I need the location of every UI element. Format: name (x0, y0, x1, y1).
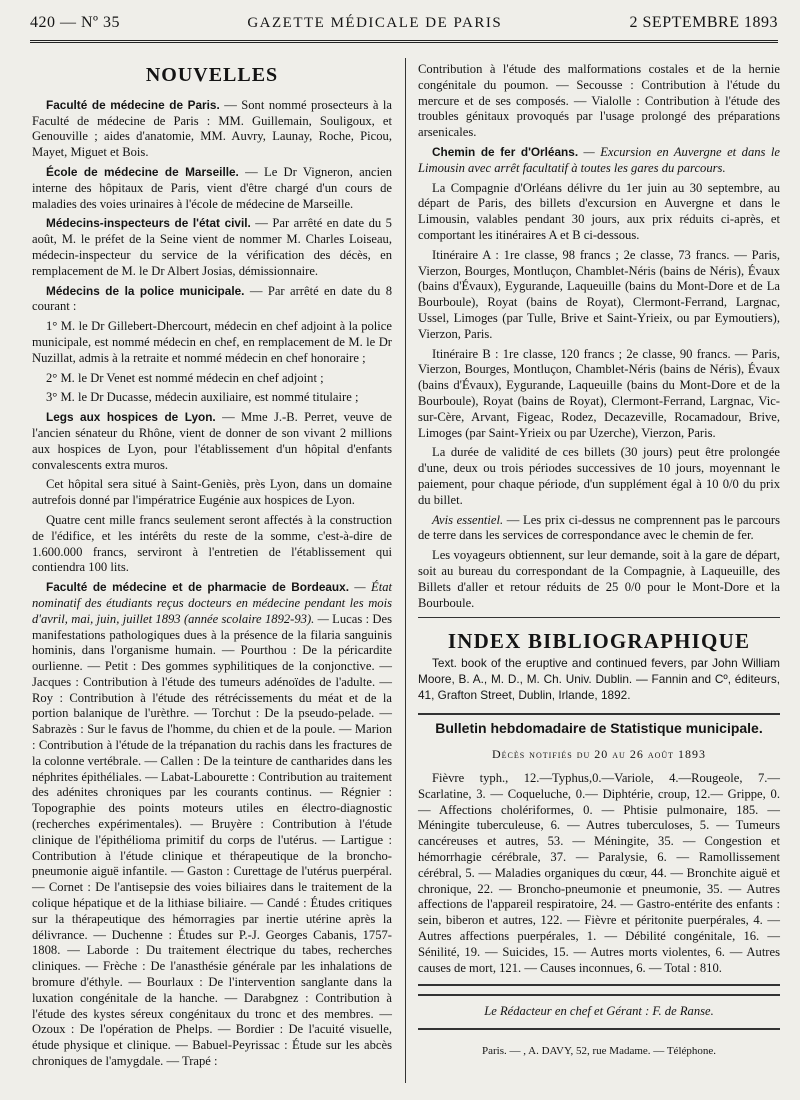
news-intro: — État nominatif des étudiants reçus docteurs en médecine pendant les mois d'avril, mai, juin, juillet 1893 (année scolaire 1892-93). — (32, 580, 392, 626)
news-item (32, 165, 392, 212)
news-heading: École de médecine de Marseille. (46, 164, 239, 179)
news-subitem: 1° M. le Dr Gillebert-Dhercourt, médecin en chef adjoint à la police municipale, est nommé médecin en chef, en remplacement de M. le Dr Nuzillat, admis à la retraite et nommé médecin en chef honoraire ; (32, 319, 392, 365)
itinerary-b: Itinéraire B : 1re classe, 120 francs ; 2e classe, 90 francs. — Paris, Vierzon, Bourges, Montluçon, Chamblet-Néris (bains de Néris), Évaux (bains d'Évaux), Eygurande, Laqueuille (bains du Mont-Dore et de la Bourboule), Royat (bains de Royat), Clermont-Ferrand, Largnac, Vic-sur-Cère, Arvant, Figeac, Rodez, Decazeville, Rocamadour, Brive, Limoges (par Saint-Yrieix ou par Uzerche), Vierzon, Paris. (418, 346, 780, 440)
printer-imprint: Paris. — , A. DAVY, 52, rue Madame. — Téléphone. (481, 1045, 717, 1058)
news-text: — Par arrêté en date du 8 courant : (32, 283, 392, 314)
thesis-continuation: Contribution à l'étude des malformations costales et de la hernie congénitale du poumon. — Secousse : Contribution à l'étude du mercure et de ses composés. — Vialolle : Contribution à l'étude des troubles génitaux provoqués par l'usage prolongé des préparations arsenicales. (418, 62, 780, 140)
right-column (418, 62, 780, 1060)
news-paragraph: Les voyageurs obtiennent, sur leur demande, soit à la gare de départ, soit au bureau du correspondant de la Compagnie, à Laqueuille, des Billets d'aller et retour réduits de 25 0/0 pour le Mont-Dore et la Bourboule. (418, 548, 780, 610)
news-text: — Les prix ci-dessus ne comprennent pas le parcours de terre dans les services de correspondance avec le chemin de fer. (418, 512, 780, 543)
news-heading: Legs aux hospices de Lyon. (46, 410, 216, 425)
news-heading: Médecins-inspecteurs de l'état civil. (46, 216, 251, 231)
news-paragraph: Cet hôpital sera situé à Saint-Geniès, près Lyon, dans un domaine autrefois donné par l'impératrice Eugénie aux hospices de Lyon. (32, 477, 392, 508)
news-paragraph: Quatre cent mille francs seulement seront affectés à la construction de l'édifice, et les intérêts du reste de la somme, c'est-à-dire de 1.600.000 francs, serviront à l'entretien de l'établissement qui contiendra 100 lits. (32, 512, 392, 575)
news-item (32, 98, 392, 161)
bulletin-subtitle: Décès notifiés du 20 au 26 août 1893 (491, 747, 707, 762)
news-item (32, 410, 392, 473)
journal-title: GAZETTE MÉDICALE DE PARIS (247, 15, 503, 31)
news-item (418, 513, 780, 545)
bulletin-statistics: Fièvre typh., 12.—Typhus,0.—Variole, 4.—Rougeole, 7.— Scarlatine, 3. — Coqueluche, 0.— Diphtérie, croup, 12.— Grippe, 0. — Affections cholériformes, 0. — Phtisie pulmonaire, 185. — Méningite tuberculeuse, 6. — Autres tuberculoses, 5. — Tumeurs cancéreuses et autres, 53. — Méningite, 35. — Congestion et hémorrhagie cérébrale, 37. — Paralysie, 6. — Ramollissement cérébral, 5. — Maladies organiques du cœur, 44. — Bronchite aiguë et chronique, 22. — Broncho-pneumonie et pneumonie, 35. — Autres affections de l'appareil respiratoire, 24. — Gastro-entérite des enfants : sein, biberon et autres, 122. — Fièvre et péritonite puerpérales, 4. — Autres affections puerpérales, 1. — Débilité congénitale, 16. — Sénilité, 19. — Suicides, 15. — Autres morts violentes, 6. — Autres causes de mort, 121. — Causes inconnues, 6. — Total : 810. (418, 771, 780, 975)
section-rule (418, 617, 780, 618)
bulletin-title: Bulletin hebdomadaire de Statistique municipale. (435, 720, 763, 737)
section-title-index: INDEX BIBLIOGRAPHIQUE (447, 629, 751, 654)
issue-date: 2 SEPTEMBRE 1893 (629, 14, 778, 31)
news-text: — Par arrêté en date du 5 août, M. le préfet de la Seine vient de nommer M. Charles Loiseau, médecin-inspecteur du service de la vérification des décès, en remplacement de M. le Dr Albert Josias, démissionnaire. (32, 216, 392, 278)
running-header (30, 14, 778, 36)
header-rule (30, 40, 778, 43)
news-subitem: 2° M. le Dr Venet est nommé médecin en chef adjoint ; (46, 370, 324, 385)
page-number: 420 — Nº 35 (30, 14, 121, 31)
news-item (32, 580, 392, 1070)
news-text: — Excursion en Auvergne et dans le Limousin avec arrêt facultatif à toutes les gares du parcours. (418, 144, 780, 175)
section-title-nouvelles: NOUVELLES (145, 64, 279, 86)
news-text: — Mme J.-B. Perret, veuve de l'ancien sénateur du Rhône, vient de donner de son vivant 2 millions aux hospices de Lyon, pour l'établissement d'un hôpital d'enfants convalescents extra muros. (32, 410, 392, 472)
news-item (32, 284, 392, 316)
news-heading: Chemin de fer d'Orléans. (432, 144, 579, 159)
news-item (32, 216, 392, 279)
news-paragraph: La Compagnie d'Orléans délivre du 1er juin au 30 septembre, au départ de Paris, des billets d'excursion en Auvergne et dans le Limousin, valables pendant 30 jours, aux prix réduits ci-après, et comportant les itinéraires A et B ci-dessous. (418, 180, 780, 242)
column-divider (405, 58, 406, 1083)
itinerary-a: Itinéraire A : 1re classe, 98 francs ; 2e classe, 73 francs. — Paris, Vierzon, Bourges, Montluçon, Chamblet-Néris (bains de Néris), Évaux (bains d'Évaux), Eygurande, Laqueuille (bains du Mont-Dore et de La Bourboule), Royat (bains de Royat), Clermont-Ferrand, Largnac, Ussel, Limoges (par Tulle, Brive et Saint-Yrieix, ou par Eymoutiers), Vierzon, Paris. (418, 247, 780, 341)
news-heading: Avis essentiel. (432, 512, 504, 527)
news-paragraph: La durée de validité de ces billets (30 jours) peut être prolongée d'une, deux ou trois périodes successives de 10 jours, moyennant le paiement, pour chaque période, d'un supplément égal à 10 0/0 du prix du billet. (418, 445, 780, 507)
news-heading: Médecins de la police municipale. (46, 283, 245, 298)
statistics-bulletin (418, 713, 780, 986)
news-text: — Sont nommé prosecteurs à la Faculté de médecine de Paris : MM. Guillemain, Souligoux, et Genouville ; aides d'anatomie, MM. Auvry, Launay, Roche, Picou, Mayet, Miguet et Bois. (32, 97, 392, 160)
news-text: — Le Dr Vigneron, ancien interne des hôpitaux de Paris, vient d'être chargé d'un cours de maladies des voies urinaires à l'école de médecine de Marseille. (32, 164, 393, 211)
news-heading: Faculté de médecine de Paris. (46, 97, 220, 112)
news-item (418, 145, 780, 177)
editor-signature: Le Rédacteur en chef et Gérant : F. de Ranse. (418, 994, 780, 1030)
left-column (32, 62, 392, 1074)
news-heading: Faculté de médecine et de pharmacie de Bordeaux. (46, 580, 349, 595)
bibliography-entry: Text. book of the eruptive and continued fevers, par John William Moore, B. A., M. D., M. Ch. Univ. Dublin. — Fannin and Cº, éditeurs, 41, Grafton Street, Dublin, Irlande, 1892. (418, 656, 780, 702)
thesis-list: Lucas : Des manifestations pathologiques dues à la présence de la filaria sanguinis hominis, dans l'organisme humain. — Pourthou : De la péricardite ourlienne. — Petit : Des gommes syphilitiques de la conjonctive. — Jacques : Contribution à l'étude des tumeurs adénoïdes de l'adulte. — Roy : Contribution à l'étude des rétrécissements du méat et de la portion balanique de l'urèthre. — Torchut : De la pseudo-pelade. — Sabrazès : Sur le favus de l'homme, du chien et de la poule. — Marion : Contribution à l'étude de la trépanation du rachis dans les fractures de la colonne vertébrale. — Callen : De la teinture de cantharides dans les néphrites épithéliales. — Labat-Labourette : Contribution au traitement des adénites chroniques par les courants continus. — Régnier : Topographie des points moteurs utiles en électro-diagnostic (recherches expérimentales). — Bruyère : Contribution à l'étude clinique de l'épithélioma primitif du corps de l'utérus. — Lartigue : Contribution à l'étude clinique et thérapeutique de la broncho-pneumonie aiguë infantile. — Gaston : Curettage de l'utérus puerpéral. — Cornet : De l'antisepsie des voies biliaires dans le traitement de la colique hépatique et de la lithiase biliaire. — Candé : Études critiques sur la thérapeutique des hémorragies par inertie utérine après la délivrance. — Duchenne : Études sur P.-J. Georges Cabanis, 1757-1808. — Laborde : Du traitement électrique du tabes, recherches cliniques. — Frèche : De l'anasthésie générale par les inhalations de bromure d'éthyle. — Bourlaux : De l'intervention sanglante dans la luxation congénitale de la hanche. — Darabgnez : Contribution à l'étude des kystes séreux congénitaux du tronc et des membres. — Ozoux : De l'opération de Phelps. — Bordier : De l'acuité visuelle, étude physique et clinique. — Babuel-Peyrissac : Étude sur les abcès chroniques de l'amygdale. — Trapé : (32, 611, 392, 1069)
news-subitem: 3° M. le Dr Ducasse, médecin auxiliaire, est nommé titulaire ; (46, 390, 359, 405)
